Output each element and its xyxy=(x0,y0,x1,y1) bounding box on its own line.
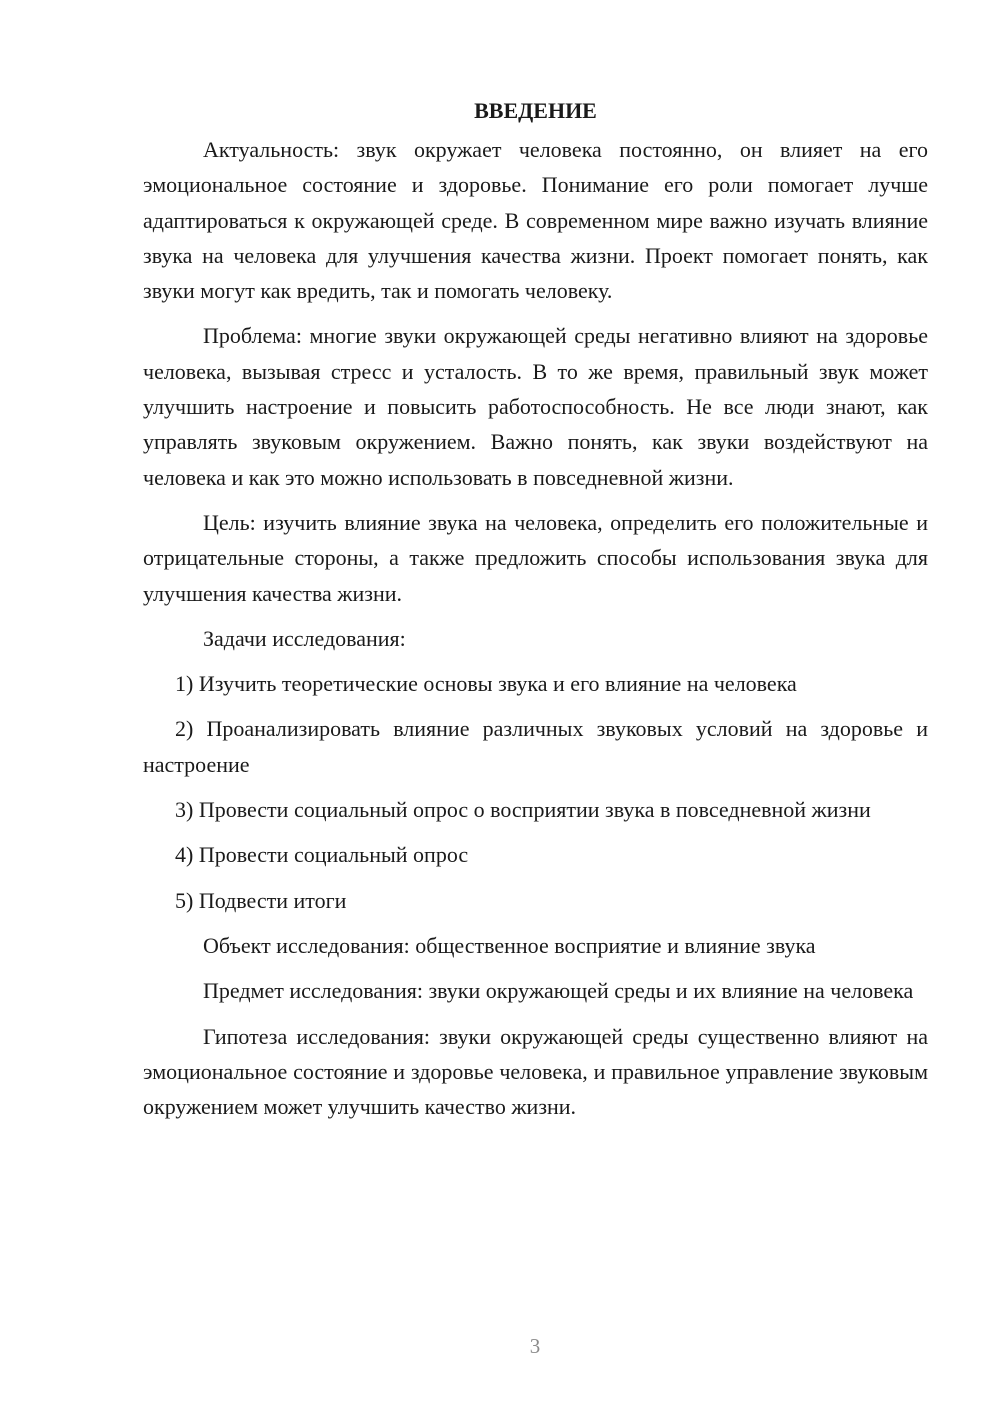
task-item: 4) Провести социальный опрос xyxy=(175,842,469,868)
page-body xyxy=(143,96,928,1134)
tasks-label: Задачи исследования: xyxy=(203,625,406,651)
task-item: 2) Проанализировать влияние различных звуковых условий на здоровье и настроение xyxy=(143,716,928,777)
task-item: 1) Изучить теоретические основы звука и его влияние на человека xyxy=(175,671,797,697)
task-item: 5) Подвести итоги xyxy=(175,887,347,913)
subject-paragraph: Предмет исследования: звуки окружающей среды и их влияние на человека xyxy=(203,978,914,1004)
page-number: 3 xyxy=(529,1334,541,1358)
problem-paragraph: Проблема: многие звуки окружающей среды негативно влияют на здоровье человека, вызывая стресс и усталость. В то же время, правильный звук может улучшить настроение и повысить работоспособность. Не все люди знают, как управлять звуковым окружением. Важно понять, как звуки воздействуют на человека и как это можно использовать в повседневной жизни. xyxy=(143,323,928,490)
relevance-paragraph: Актуальность: звук окружает человека постоянно, он влияет на его эмоциональное состояние и здоровье. Понимание его роли помогает лучше адаптироваться к окружающей среде. В современном мире важно изучать влияние звука на человека для улучшения качества жизни. Проект помогает понять, как звуки могут как вредить, так и помогать человеку. xyxy=(143,137,928,304)
task-item: 3) Провести социальный опрос о восприятии звука в повседневной жизни xyxy=(175,797,871,823)
goal-paragraph: Цель: изучить влияние звука на человека, определить его положительные и отрицательные стороны, а также предложить способы использования звука для улучшения качества жизни. xyxy=(143,509,928,606)
object-paragraph: Объект исследования: общественное восприятие и влияние звука xyxy=(203,932,816,958)
hypothesis-paragraph: Гипотеза исследования: звуки окружающей среды существенно влияют на эмоциональное состояние и здоровье человека, и правильное управление звуковым окружением может улучшить качество жизни. xyxy=(143,1023,928,1120)
section-heading: ВВЕДЕНИЕ xyxy=(474,98,597,123)
